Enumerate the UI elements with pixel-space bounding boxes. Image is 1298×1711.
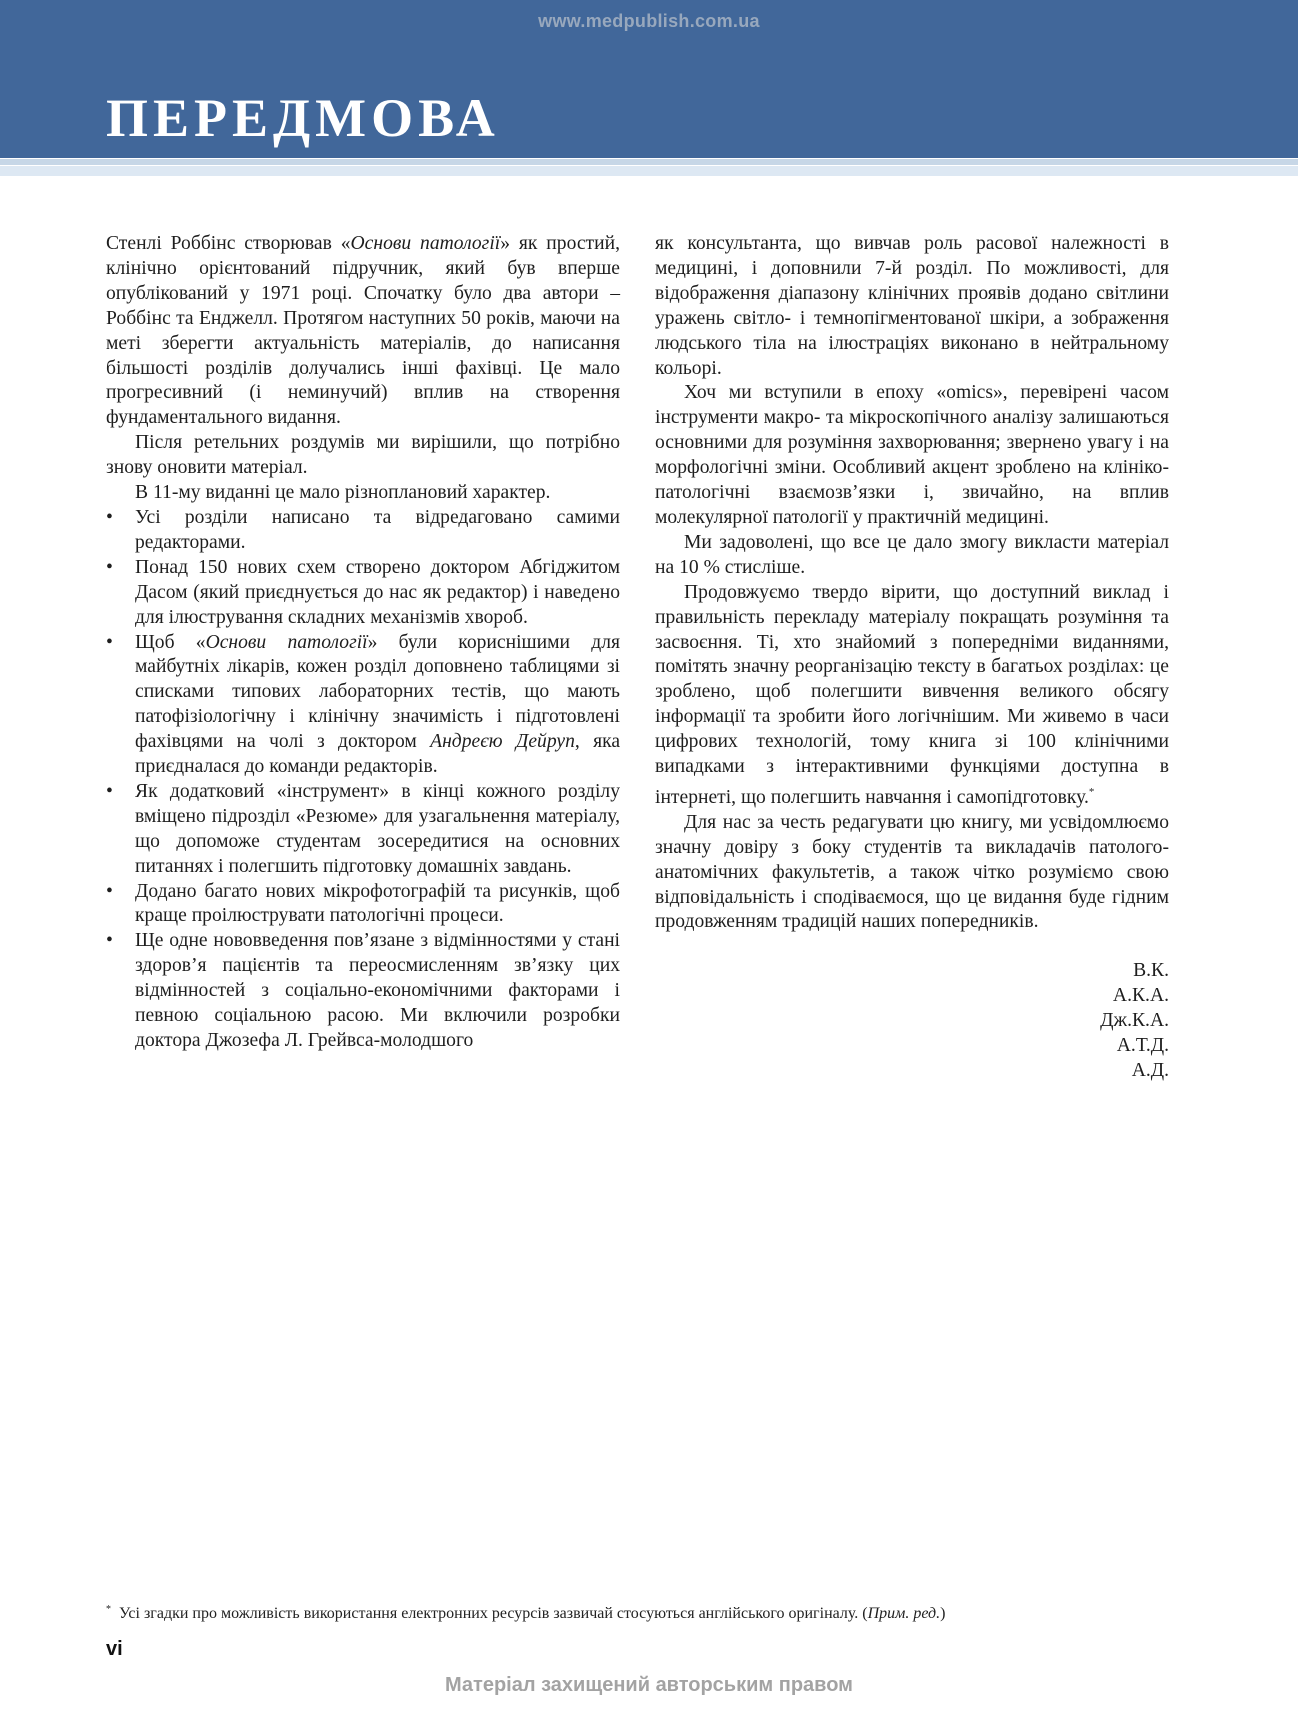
book-title: Основи патології (205, 631, 368, 653)
list-item (106, 780, 620, 880)
page-number: vi (106, 1638, 123, 1660)
list-item (106, 631, 620, 780)
list-item-text: , яка приєдналася до команди редакторів. (135, 731, 621, 778)
list-item-text: Щоб « (135, 631, 206, 653)
paragraph: як консультанта, що вивчав роль расової належності в медицині, і доповнили 7-й розділ. По можливості, для відображення діапазону клінічних проявів додано світлини уражень світло- і темнопігментованої шкіри, а зображення людського тіла на ілюстраціях виконано в нейтральному кольорі. (655, 233, 1169, 379)
bullet-icon: • (106, 930, 113, 952)
footnote-text: ) (940, 1605, 946, 1622)
signature-initials: А.Т.Д. (1116, 1035, 1169, 1057)
paragraph (106, 232, 620, 431)
header-divider-line-light (0, 166, 1298, 176)
paragraph (655, 581, 1169, 811)
right-text-column (655, 232, 1169, 1084)
signature-initials: А.Д. (1131, 1060, 1169, 1081)
footnote (106, 1600, 1206, 1624)
book-title: Основи патології (350, 233, 501, 254)
list-item-text: » були кориснішими для майбутніх лікарів, кожен розділ доповнено таблицями зі списками типових лабораторних тестів, що мають патофізіологічну і клінічну значимість і підготовлені фахівцями на чолі з доктором (135, 631, 620, 753)
paragraph: Ми задоволені, що все це дало змогу викласти матеріал на 10 % стисліше. (655, 531, 1169, 578)
bullet-list (106, 506, 620, 1054)
header-divider-line (0, 159, 1298, 165)
list-item-text: Ще одне нововведення пов’язане з відмінностями у стані здоров’я пацієнтів та переосмисленням зв’язку цих відмінностей з соціально-економічними факторами і певною соціальною расою. Ми включили розробки доктора Джозефа Л. Грейвса-молодшого (135, 930, 620, 1051)
footnote-marker: * (106, 1604, 111, 1615)
paragraph-text: Продовжуємо твердо вірити, що доступний виклад і правильність перекладу матеріалу покращать розуміння та засвоєння. Ті, хто знайомий з попередніми виданнями, помітять значну реорганізацію тексту в багатьох розділах: це зроблено, щоб полегшити вивчення великого обсягу інформації та зробити його логічнішим. Ми живемо в часи цифрових технологій, тому книга зі 100 клінічними випадками з інтерактивними функціями доступна в інтернеті, що полегшить навчання і самопідготовку. (655, 581, 1169, 808)
top-watermark: www.medpublish.com.ua (538, 11, 760, 31)
page-title: ПЕРЕДМОВА (106, 88, 500, 148)
bullet-icon: • (106, 780, 113, 802)
list-item-text: Понад 150 нових схем створено доктором Абгіджитом Дасом (який приєднується до нас як редактор) і наведено для ілюстрування складних механізмів хвороб. (135, 556, 620, 628)
list-item (106, 880, 620, 930)
left-text-column (106, 232, 620, 1054)
editor-note: Прим. ред. (867, 1605, 941, 1622)
signature-initials: Дж.К.А. (1100, 1010, 1169, 1032)
signatures (655, 959, 1169, 1084)
bullet-icon: • (106, 631, 113, 653)
person-name: Андреєю Дейруп (430, 731, 575, 753)
list-item (106, 506, 620, 556)
paragraph-text: » як простий, клінічно орієнтований підручник, який був вперше опублікований у 1971 році. Спочатку було два автори – Роббінс та Енджелл. Протягом наступних 50 років, маючи на меті зберегти актуальність матеріалів, до написання більшості розділів долучались інші фахівці. Це мало прогресивний (і неминучий) вплив на створення фундаментального видання. (106, 233, 620, 429)
bottom-watermark: Матеріал захищений авторським правом (445, 1674, 853, 1696)
bullet-icon: • (106, 880, 113, 902)
list-item (106, 556, 620, 631)
paragraph: Після ретельних роздумів ми вирішили, що потрібно знову оновити матеріал. (106, 432, 620, 479)
bullet-icon: • (106, 506, 113, 528)
list-item-text: Як додатковий «інструмент» в кінці кожного розділу вміщено підрозділ «Резюме» для узагальнення матеріалу, що допоможе студентам зосередитися на основних питаннях і полегшить підготовку домашніх завдань. (135, 780, 620, 877)
signature-initials: А.К.А. (1112, 985, 1169, 1007)
list-item (106, 929, 620, 1054)
list-item-text: Усі розділи написано та відредаговано самими редакторами. (135, 506, 620, 553)
list-item-text: Додано багато нових мікрофотографій та рисунків, щоб краще проілюструвати патологічні процеси. (135, 880, 620, 927)
paragraph: Для нас за честь редагувати цю книгу, ми усвідомлюємо значну довіру з боку студентів та викладачів патолого-анатомічних факультетів, а також чітко розуміємо свою відповідальність і сподіваємося, що це видання буде гідним продовженням традицій наших попередників. (655, 811, 1169, 933)
paragraph: В 11-му виданні це мало різноплановий характер. (135, 482, 551, 504)
paragraph: Хоч ми вступили в епоху «omics», перевірені часом інструменти макро- та мікроскопічного аналізу залишаються основними для розуміння захворювання; звернено увагу і на морфологічні зміни. Особливий акцент зроблено на клініко-патологічні взаємозв’язки і, звичайно, на вплив молекулярної патології у практичній медицині. (655, 382, 1169, 528)
signature-initials: В.К. (1133, 960, 1169, 982)
paragraph-text: Стенлі Роббінс створював « (106, 233, 351, 254)
footnote-marker: * (1088, 785, 1095, 798)
bullet-icon: • (106, 556, 113, 578)
footnote-text: Усі згадки про можливість використання електронних ресурсів зазвичай стосуються англійського оригіналу. ( (119, 1605, 868, 1622)
